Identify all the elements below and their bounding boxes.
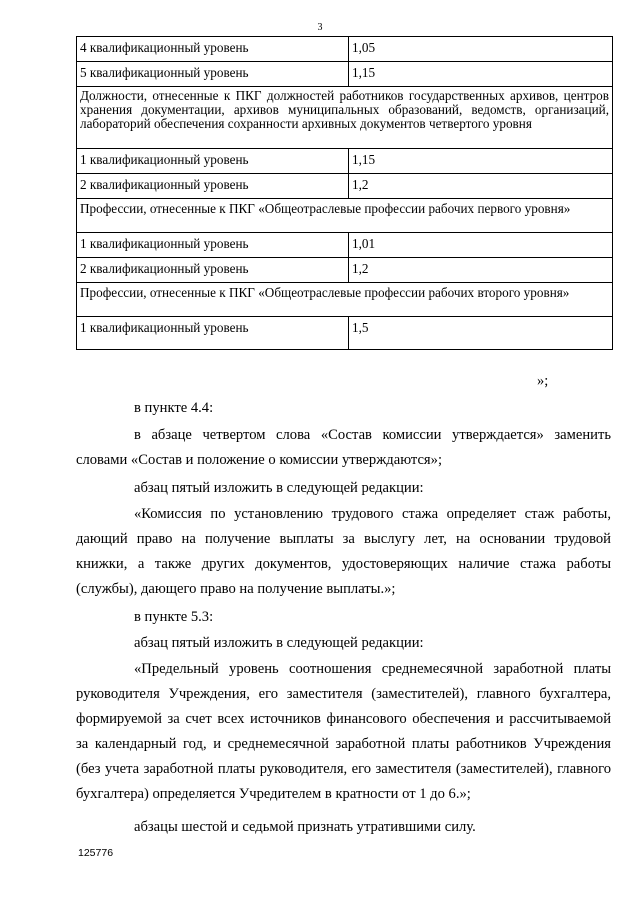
coefficient-value: 1,15 <box>349 62 613 87</box>
paragraph: абзацы шестой и седьмой признать утратившими силу. <box>134 819 476 835</box>
paragraph: в пункте 4.4: <box>134 400 214 416</box>
coefficient-value: 1,05 <box>349 37 613 62</box>
coefficient-value: 1,2 <box>349 258 613 283</box>
paragraph: абзац пятый изложить в следующей редакции: <box>134 480 424 496</box>
paragraph: абзац пятый изложить в следующей редакции: <box>134 635 424 651</box>
document-code: 125776 <box>78 847 114 859</box>
paragraph: «Предельный уровень соотношения среднемесячной заработной платы руководителя Учреждения, его заместителя (заместителей), главного бухгалтера, формируемой за счет всех источников финансового обеспечения и рассчитываемой за календарный год, и среднемесячной заработной платы работников Учреждения (без учета заработной платы руководителя, его заместителя (заместителей), главного бухгалтера) определяется Учредителем в кратности от 1 до 6.»; <box>76 661 611 802</box>
level-label: 1 квалификационный уровень <box>77 317 349 350</box>
paragraph: в абзаце четвертом слова «Состав комиссии утверждается» заменить словами «Состав и положение о комиссии утверждаются»; <box>76 427 611 468</box>
table-row <box>77 258 613 283</box>
group-header: Профессии, отнесенные к ПКГ «Общеотраслевые профессии рабочих второго уровня» <box>77 283 613 317</box>
coefficient-value: 1,01 <box>349 233 613 258</box>
level-label: 4 квалификационный уровень <box>77 37 349 62</box>
paragraph: «Комиссия по установлению трудового стажа определяет стаж работы, дающий право на получение выплаты за выслугу лет, на основании трудовой книжки, а также других документов, удостоверяющих наличие стажа работы (службы), дающего право на получение выплаты.»; <box>76 506 611 597</box>
group-header: Должности, отнесенные к ПКГ должностей работников государственных архивов, центров хранения документации, архивов муниципальных образований, ведомств, организаций, лабораторий обеспечения сохранности архивных документов четвертого уровня <box>77 87 613 149</box>
table-row <box>77 317 613 350</box>
coefficient-value: 1,2 <box>349 174 613 199</box>
table-row <box>77 62 613 87</box>
paragraph: в пункте 5.3: <box>134 609 214 625</box>
page-number: 3 <box>317 22 323 33</box>
group-header-row <box>77 283 613 317</box>
coefficient-table <box>76 36 613 350</box>
table-row <box>77 233 613 258</box>
level-label: 1 квалификационный уровень <box>77 233 349 258</box>
coefficient-value: 1,5 <box>349 317 613 350</box>
group-header-row <box>77 199 613 233</box>
group-header: Профессии, отнесенные к ПКГ «Общеотраслевые профессии рабочих первого уровня» <box>77 199 613 233</box>
coefficient-value: 1,15 <box>349 149 613 174</box>
table-row <box>77 174 613 199</box>
level-label: 2 квалификационный уровень <box>77 174 349 199</box>
level-label: 1 квалификационный уровень <box>77 149 349 174</box>
closing-quote-mark: »; <box>537 373 549 389</box>
table-row <box>77 37 613 62</box>
table-row <box>77 149 613 174</box>
level-label: 2 квалификационный уровень <box>77 258 349 283</box>
level-label: 5 квалификационный уровень <box>77 62 349 87</box>
group-header-row <box>77 87 613 149</box>
